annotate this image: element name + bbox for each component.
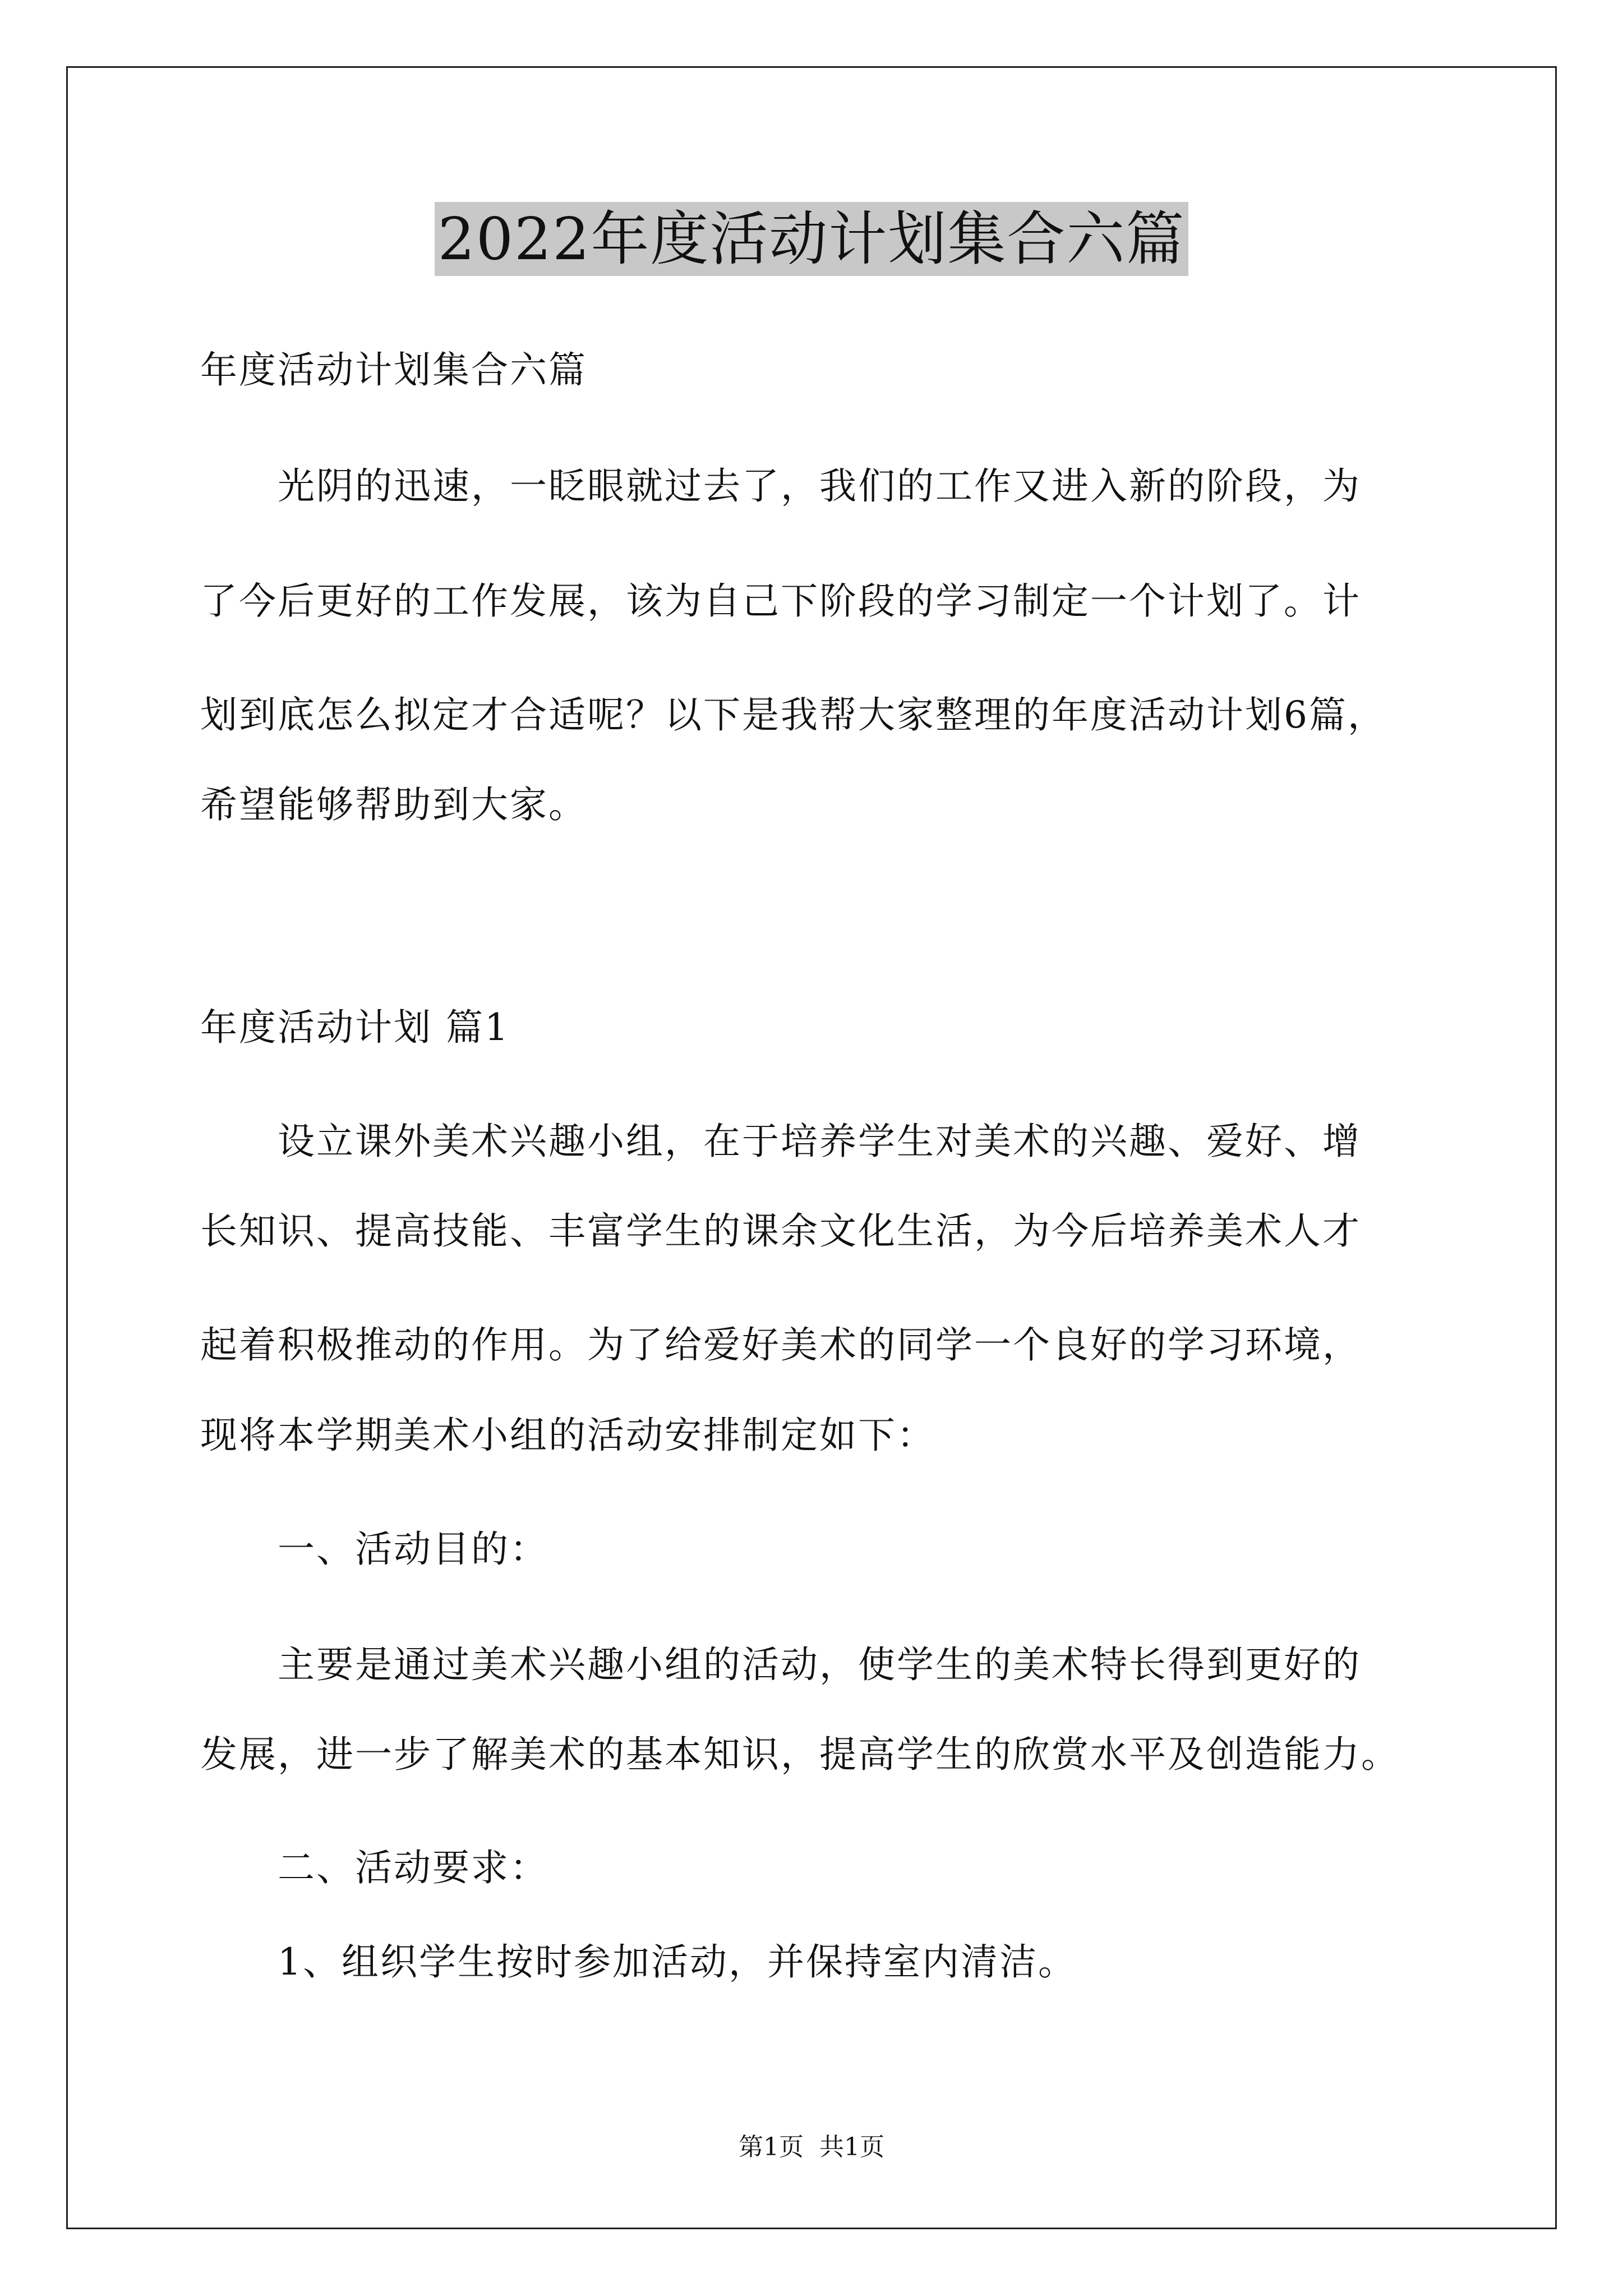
title-container bbox=[0, 202, 1623, 276]
page-footer bbox=[0, 2132, 1623, 2163]
paragraph-line: 长知识、提高技能、丰富学生的课余文化生活，为今后培养美术人才 bbox=[200, 1209, 1361, 1253]
page-total: 共1页 bbox=[819, 2133, 884, 2161]
paragraph-line: 现将本学期美术小组的活动安排制定如下： bbox=[200, 1414, 935, 1457]
paragraph-line: 发展，进一步了解美术的基本知识，提高学生的欣赏水平及创造能力。 bbox=[200, 1733, 1400, 1776]
paragraph-line: 了今后更好的工作发展，该为自己下阶段的学习制定一个计划了。计 bbox=[200, 579, 1361, 623]
page-number: 第1页 bbox=[739, 2133, 804, 2161]
document-title: 2022年度活动计划集合六篇 bbox=[435, 202, 1189, 276]
paragraph-line: 设立课外美术兴趣小组，在于培养学生对美术的兴趣、爱好、增 bbox=[200, 1120, 1361, 1163]
section-heading: 年度活动计划 篇1 bbox=[200, 1006, 510, 1049]
paragraph-line: 光阴的迅速，一眨眼就过去了，我们的工作又进入新的阶段，为 bbox=[200, 464, 1361, 508]
subheading: 一、活动目的： bbox=[200, 1527, 548, 1571]
paragraph-line: 划到底怎么拟定才合适呢？以下是我帮大家整理的年度活动计划6篇， bbox=[200, 693, 1386, 737]
paragraph-line: 希望能够帮助到大家。 bbox=[200, 783, 587, 826]
subheading: 二、活动要求： bbox=[200, 1846, 548, 1889]
paragraph-line: 起着积极推动的作用。为了给爱好美术的同学一个良好的学习环境， bbox=[200, 1323, 1361, 1366]
intro-heading: 年度活动计划集合六篇 bbox=[200, 348, 587, 392]
paragraph-line: 主要是通过美术兴趣小组的活动，使学生的美术特长得到更好的 bbox=[200, 1643, 1361, 1686]
paragraph-line: 1、组织学生按时参加活动，并保持室内清洁。 bbox=[200, 1940, 1077, 1984]
